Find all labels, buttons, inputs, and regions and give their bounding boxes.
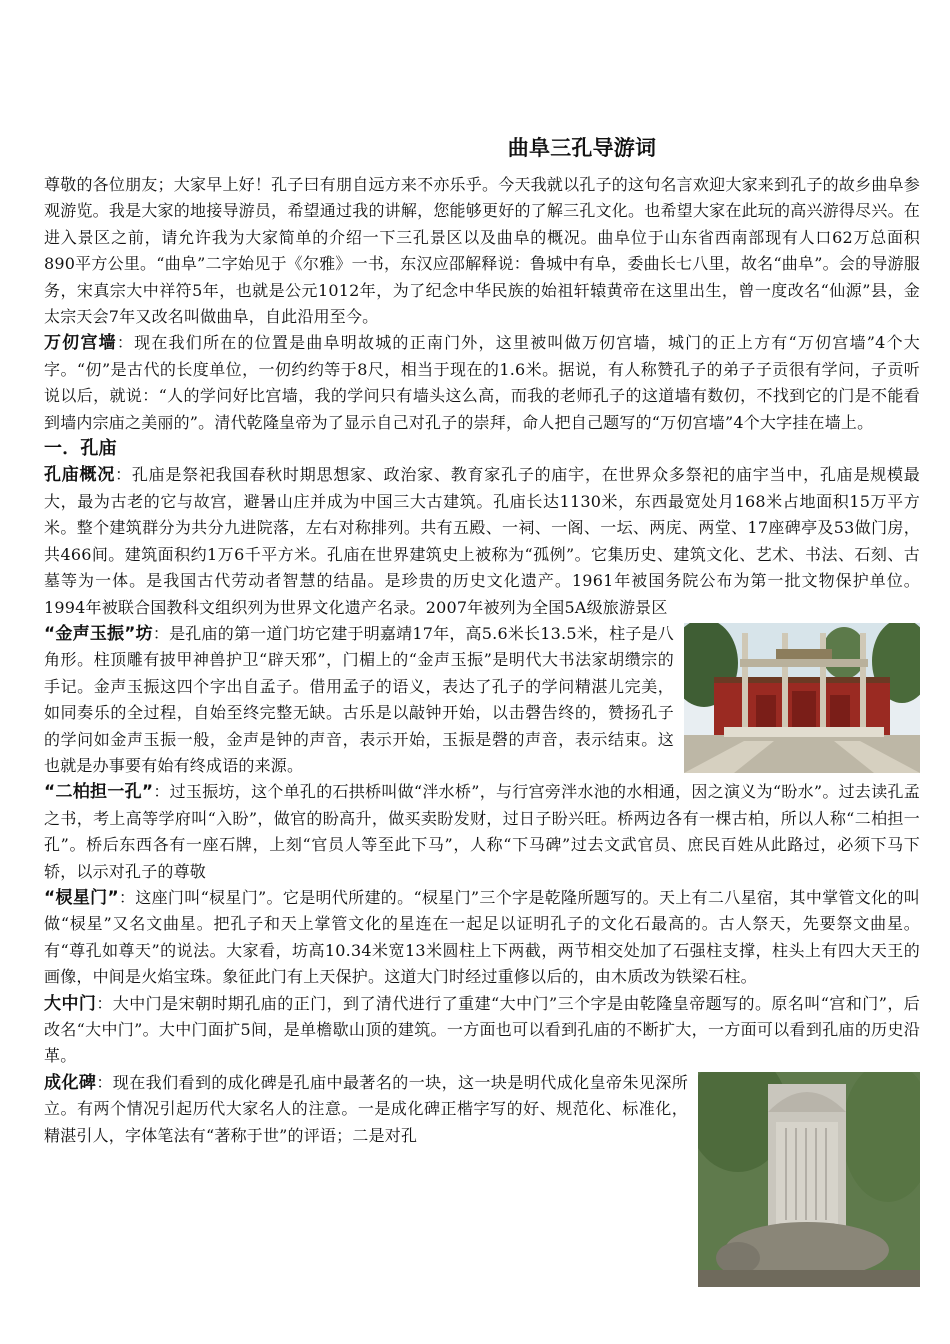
overview-paragraph xyxy=(44,462,920,620)
section-heading-kongmiao: 一．孔庙 xyxy=(44,438,117,460)
dazhong-text: ：大中门是宋朝时期孔庙的正门，到了清代进行了重建“大中门”三个字是由乾隆皇帝题写的。原名叫“宫和门”，后改名“大中门”。大中门面扩5间，是单檐歇山顶的建筑。一方面也可以看到孔庙的不断扩大，一方面可以看到孔庙的历史沿革。 xyxy=(44,993,920,1066)
wanren-paragraph xyxy=(44,330,920,436)
lingxing-paragraph xyxy=(44,885,920,991)
page-title: 曲阜三孔导游词 xyxy=(507,136,657,160)
erbai-heading: “二柏担一孔” xyxy=(44,782,154,803)
dazhong-heading: 大中门 xyxy=(44,993,97,1014)
chenghua-stele-photo xyxy=(698,1072,920,1287)
chenghua-text: ：现在我们看到的成化碑是孔庙中最著名的一块，这一块是明代成化皇帝朱见深所立。有两个情况引起历代大家名人的注意。一是成化碑正楷字写的好、规范化、标准化，精湛引人，字体笔法有“著称于世”的评语；二是对孔 xyxy=(44,1072,688,1145)
overview-text: ：孔庙是祭祀我国春秋时期思想家、政治家、教育家孔子的庙宇，在世界众多祭祀的庙宇当中，孔庙是规模最大，最为古老的它与故宫，避暑山庄并成为中国三大古建筑。孔庙长达1130米，东西最宽处月168米占地面积15万平方米。整个建筑群分为共分九进院落，左右对称排列。共有五殿、一祠、一阁、一坛、两庑、两堂、17座碑亭及53做门房，共466间。建筑面积约1万6千平方米。孔庙在世界建筑史上被称为“孤例”。它集历史、建筑文化、艺术、书法、石刻、古墓等为一体。是我国古代劳动者智慧的结晶。是珍贵的历史文化遗产。1961年被国务院公布为第一批文物保护单位。1994年被联合国教科文组织列为世界文化遗产名录。2007年被列为全国5A级旅游景区 xyxy=(44,465,920,617)
dazhong-paragraph xyxy=(44,991,920,1070)
document-page xyxy=(44,128,920,1287)
chenghua-heading: 成化碑 xyxy=(44,1072,97,1093)
wanren-text: ：现在我们所在的位置是曲阜明故城的正南门外，这里被叫做万仞宫墙，城门的正上方有“万仞宫墙”4个大字。“仞”是古代的长度单位，一仞约约等于8尺，相当于现在的1.6米。据说，有人称赞孔子的弟子子贡很有学问，子贡听说以后，就说：“人的学问好比宫墙，我的学问只有墙头这么高，而我的老师孔子的这道墙有数仞，不找到它的门是不能看到墙内宗庙之美丽的”。清代乾隆皇帝为了显示自己对孔子的崇拜，命人把自己题写的“万仞宫墙”4个大字挂在墙上。 xyxy=(44,333,920,432)
erbai-text: ：过玉振坊，这个单孔的石拱桥叫做“泮水桥”，与行宫旁泮水池的水相通，因之演义为“盼水”。过去读孔孟之书，考上高等学府叫“入盼”，做官的盼高升，做买卖盼发财，过日子盼兴旺。桥两边各有一棵古柏，所以人称“二柏担一孔”。桥后东西各有一座石牌，上刻“官员人等至此下马”，人称“下马碑”过去文武官员、庶民百姓从此路过，必须下马下轿，以示对孔子的尊敬 xyxy=(44,782,920,881)
erbai-paragraph xyxy=(44,779,920,885)
intro-paragraph: 尊敬的各位朋友；大家早上好！孔子曰有朋自远方来不亦乐乎。今天我就以孔子的这句名言欢迎大家来到孔子的故乡曲阜参观游览。我是大家的地接导游员，希望通过我的讲解，您能够更好的了解三孔文化。也希望大家在此玩的高兴游得尽兴。在进入景区之前，请允许我为大家简单的介绍一下三孔景区以及曲阜的概况。曲阜位于山东省西南部现有人口62万总面积890平方公里。“曲阜”二字始见于《尔雅》一书，东汉应邵解释说：鲁城中有阜，委曲长七八里，故名“曲阜”。会的导游服务，宋真宗大中祥符5年，也就是公元1012年，为了纪念中华民族的始祖轩辕黄帝在这里出生，曾一度改名“仙源”县，金太宗天会7年又改名叫做曲阜，自此沿用至今。 xyxy=(44,175,920,327)
lingxing-text: ：这座门叫“棂星门”。它是明代所建的。“棂星门”三个字是乾隆所题写的。天上有二八星宿，其中掌管文化的叫做“棂星”又名文曲星。把孔子和天上掌管文化的星连在一起足以证明孔子的文化石最高的。古人祭天，先要祭文曲星。有“尊孔如尊天”的说法。大家看，坊高10.34米宽13米圆柱上下两截，两节相交处加了石强柱支撑，柱头上有四大天王的画像，中间是火焰宝珠。象征此门有上天保护。这道大门时经过重修以后的，由木质改为铁梁石柱。 xyxy=(44,887,920,987)
overview-heading: 孔庙概况 xyxy=(44,465,116,486)
jinsheng-text: ：是孔庙的第一道门坊它建于明嘉靖17年，高5.6米长13.5米，柱子是八角形。柱顶雕有披甲神兽护卫“辟天邪”，门楣上的“金声玉振”是明代大书法家胡缵宗的手记。金声玉振这四个字出自孟子。借用孟子的语义，表达了孔子的学问精湛儿完美，如同奏乐的全过程，自始至终完整无缺。古乐是以敲钟开始，以击磬告终的，赞扬孔子的学问如金声玉振一般，金声是钟的声音，表示开始，玉振是磬的声音，表示结束。这也就是办事要有始有终成语的来源。 xyxy=(44,623,674,775)
jinsheng-gate-photo xyxy=(684,623,920,773)
wanren-heading: 万仞宫墙 xyxy=(44,333,117,354)
lingxing-heading: “棂星门” xyxy=(44,887,119,908)
jinsheng-heading: “金声玉振”坊 xyxy=(44,623,153,644)
